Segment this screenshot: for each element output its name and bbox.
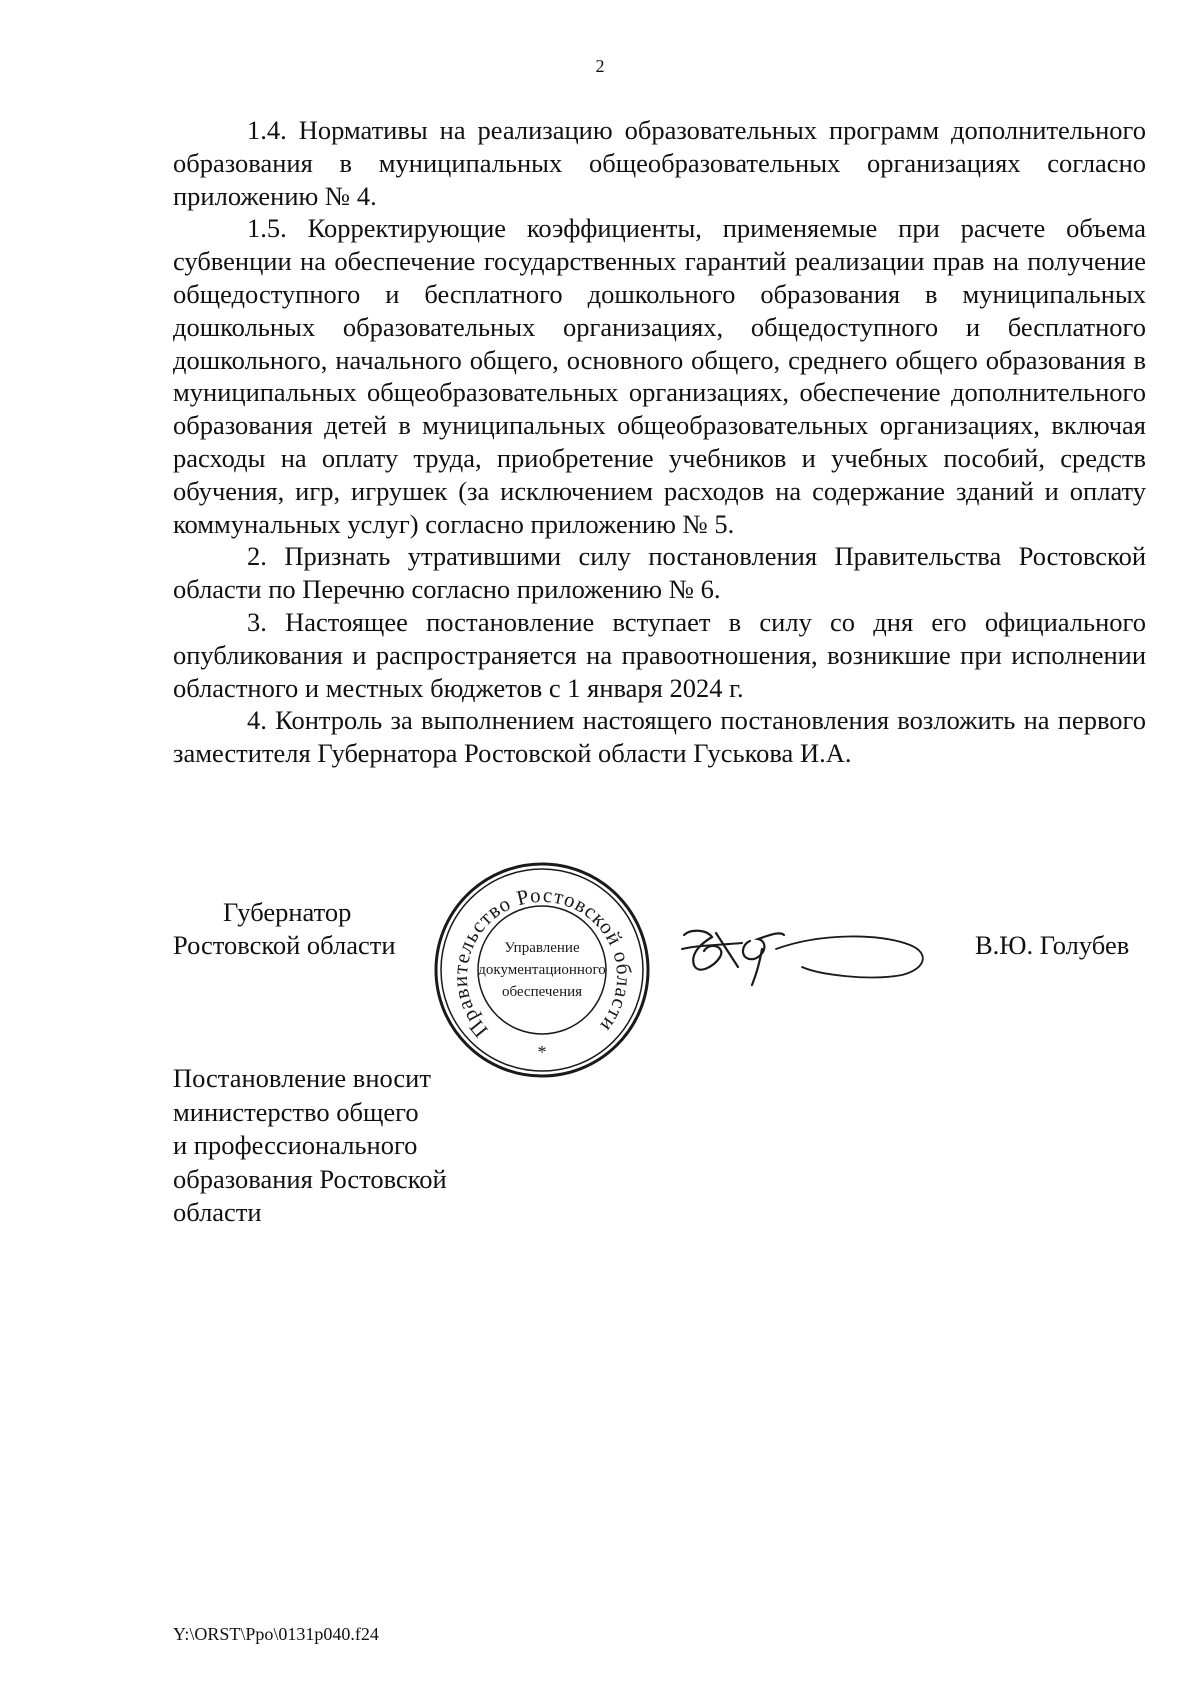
signatory-title	[173, 896, 396, 962]
seal-star: *	[537, 1042, 547, 1062]
paragraph-1-5: 1.5. Корректирующие коэффициенты, применяемые при расчете объема субвенции на обеспечение государственных гарантий реализации прав на получение общедоступного и бесплатного дошкольного образования в муниципальных дошкольных образовательных организациях, общедоступного и бесплатного дошкольного, начального общего, основного общего, среднего общего образования в муниципальных общеобразовательных организациях, обеспечение дополнительного образования детей в муниципальных общеобразовательных организациях, включая расходы на оплату труда, приобретение учебников и учебных пособий, средств обучения, игр, игрушек (за исключением расходов на содержание зданий и оплату коммунальных услуг) согласно приложению № 5.	[173, 213, 1146, 539]
submitter-line: министерство общего	[173, 1096, 419, 1127]
paragraph-3: 3. Настоящее постановление вступает в силу со дня его официального опубликования и распространяется на правоотношения, возникшие при исполнении областного и местных бюджетов с 1 января 2024 г.	[173, 606, 1146, 703]
signatory-title-line-2: Ростовской области	[173, 930, 396, 960]
seal-inner-line-2: документационного	[478, 962, 606, 978]
signatory-title-line-1: Губернатор	[223, 897, 352, 927]
submitter-line: области	[173, 1197, 262, 1227]
file-path: Y:\ORST\Ppo\0131p040.f24	[173, 1624, 379, 1644]
seal-inner-line-1: Управление	[504, 940, 580, 956]
document-body	[173, 114, 1146, 770]
submitter-line: Постановление вносит	[173, 1063, 431, 1093]
submitter-line: и профессионального	[173, 1130, 418, 1160]
signatory-name: В.Ю. Голубев	[975, 930, 1130, 960]
paragraph-2: 2. Признать утратившими силу постановления Правительства Ростовской области по Перечню согласно приложению № 6.	[173, 541, 1146, 605]
handwritten-signature	[680, 905, 940, 995]
official-seal	[432, 860, 652, 1080]
seal-outer-text: Правительство Ростовской области	[447, 882, 637, 1043]
paragraph-4: 4. Контроль за выполнением настоящего постановления возложить на первого заместителя Губернатора Ростовской области Гуськова И.А.	[173, 705, 1146, 769]
submitter-note	[173, 1062, 493, 1230]
submitter-line: образования Ростовской	[173, 1163, 447, 1194]
page-number: 2	[595, 56, 605, 76]
paragraph-1-4: 1.4. Нормативы на реализацию образовательных программ дополнительного образования в муниципальных общеобразовательных организациях согласно приложению № 4.	[173, 115, 1146, 211]
seal-inner-line-3: обеспечения	[501, 984, 583, 1000]
